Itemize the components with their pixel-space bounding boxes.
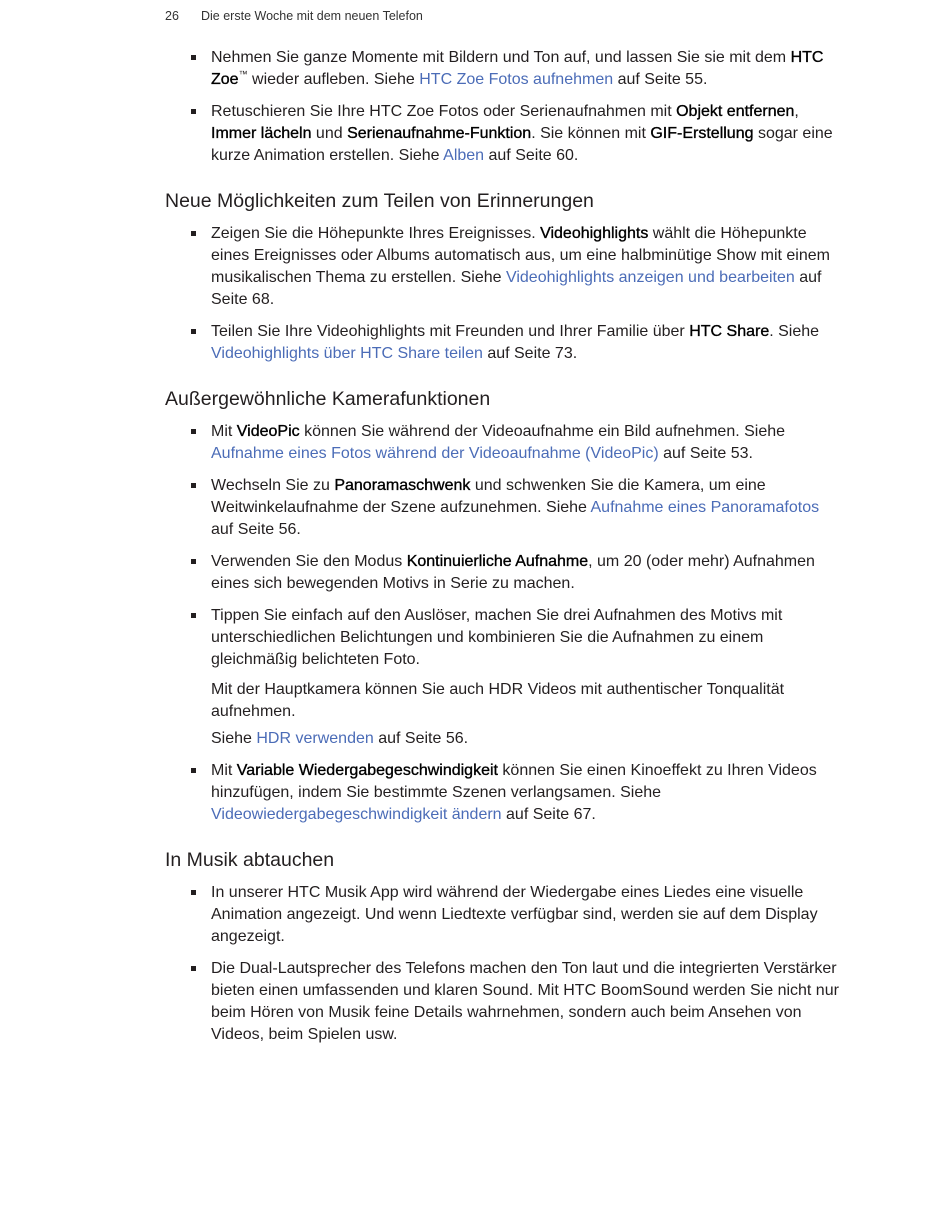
link-htc-zoe-fotos-aufnehmen[interactable]: HTC Zoe Fotos aufnehmen xyxy=(419,71,614,88)
link-panoramafoto[interactable]: Aufnahme eines Panoramafotos xyxy=(590,499,820,516)
trademark-symbol: ™ xyxy=(238,69,248,79)
list-item xyxy=(165,882,845,948)
text: . Siehe xyxy=(769,323,820,340)
text: Zeigen Sie die Höhepunkte Ihres Ereignisses. xyxy=(211,225,541,242)
link-alben[interactable]: Alben xyxy=(443,147,485,164)
text: wählt die Höhepunkte eines Ereignisses oder Albums automatisch aus, um eine halbminütige Show mit einem musikalischen Thema zu erstellen. Siehe xyxy=(211,225,830,286)
link-hdr-verwenden[interactable]: HDR verwenden xyxy=(256,730,374,747)
list-item xyxy=(165,475,845,541)
term-panoramaschwenk: Panoramaschwenk xyxy=(334,477,471,494)
text: wieder aufleben. Siehe xyxy=(247,71,420,88)
term-htc-share: HTC Share xyxy=(689,323,770,340)
term-videohighlights: Videohighlights xyxy=(540,225,649,242)
link-videopic[interactable]: Aufnahme eines Fotos während der Videoaufnahme (VideoPic) xyxy=(211,445,659,462)
text: Mit xyxy=(211,423,237,440)
link-videowiedergabegeschwindigkeit[interactable]: Videowiedergabegeschwindigkeit ändern xyxy=(211,806,502,823)
text: auf Seite 67. xyxy=(501,806,596,823)
page-header xyxy=(165,9,423,23)
text: sogar eine kurze Animation erstellen. Siehe xyxy=(211,125,833,164)
section-heading-camera: Außergewöhnliche Kamerafunktionen xyxy=(165,388,491,410)
camera-list xyxy=(165,421,845,671)
link-videohighlights-teilen[interactable]: Videohighlights über HTC Share teilen xyxy=(211,345,483,362)
term-immer-laecheln: Immer lächeln xyxy=(211,125,312,142)
chapter-title: Die erste Woche mit dem neuen Telefon xyxy=(201,9,423,23)
text: und schwenken Sie die Kamera, um eine Weitwinkelaufnahme der Szene aufzunehmen. Siehe xyxy=(211,477,766,516)
term-videopic: VideoPic xyxy=(236,423,300,440)
text: Wechseln Sie zu xyxy=(211,477,335,494)
page-content xyxy=(165,47,845,1056)
list-item xyxy=(165,47,845,91)
hdr-note: Mit der Hauptkamera können Sie auch HDR Videos mit authentischer Tonqualität aufnehmen. xyxy=(211,681,785,720)
text: auf Seite 56. xyxy=(211,521,301,538)
text: können Sie einen Kinoeffekt zu Ihren Videos hinzufügen, indem Sie bestimmte Szenen verlangsamen. Siehe xyxy=(211,762,817,801)
text: Nehmen Sie ganze Momente mit Bildern und Ton auf, und lassen Sie sie mit dem xyxy=(211,49,791,66)
text: Siehe xyxy=(211,730,257,747)
text: Teilen Sie Ihre Videohighlights mit Freunden und Ihrer Familie über xyxy=(211,323,690,340)
list-item xyxy=(165,551,845,595)
text: Mit xyxy=(211,762,237,779)
text: auf Seite 68. xyxy=(211,269,822,308)
text: In unserer HTC Musik App wird während der Wiedergabe eines Liedes eine visuelle Animation angezeigt. Und wenn Liedtexte verfügbar sind, werden sie auf dem Display angezeigt. xyxy=(211,884,818,945)
term-gif-erstellung: GIF-Erstellung xyxy=(650,125,754,142)
music-list xyxy=(165,882,845,1046)
hdr-reference xyxy=(165,728,845,750)
text: auf Seite 56. xyxy=(373,730,469,747)
term-serienaufnahme-funktion: Serienaufnahme-Funktion xyxy=(347,125,532,142)
text: Retuschieren Sie Ihre HTC Zoe Fotos oder Serienaufnahmen mit xyxy=(211,103,677,120)
text: auf Seite 55. xyxy=(613,71,708,88)
section-heading-music: In Musik abtauchen xyxy=(165,849,335,871)
list-item xyxy=(165,321,845,365)
text: und xyxy=(311,125,348,142)
intro-list xyxy=(165,47,845,167)
section-heading-memories: Neue Möglichkeiten zum Teilen von Erinnerungen xyxy=(165,190,594,212)
text: auf Seite 60. xyxy=(484,147,579,164)
text: Verwenden Sie den Modus xyxy=(211,553,407,570)
camera-list-continued xyxy=(165,760,845,826)
text: , um 20 (oder mehr) Aufnahmen eines sich bewegenden Motivs in Serie zu machen. xyxy=(211,553,815,592)
link-videohighlights-anzeigen[interactable]: Videohighlights anzeigen und bearbeiten xyxy=(505,269,795,286)
list-item xyxy=(165,958,845,1046)
text: Tippen Sie einfach auf den Auslöser, machen Sie drei Aufnahmen des Motivs mit unterschiedlichen Belichtungen und kombinieren Sie die Aufnahmen zu einem gleichmäßig belichteten Foto. xyxy=(211,607,783,668)
text: können Sie während der Videoaufnahme ein Bild aufnehmen. Siehe xyxy=(299,423,786,440)
list-item xyxy=(165,223,845,311)
term-variable-wiedergabegeschwindigkeit: Variable Wiedergabegeschwindigkeit xyxy=(236,762,498,779)
term-htc-zoe: HTC Zoe xyxy=(211,49,824,88)
text: Die Dual-Lautsprecher des Telefons machen den Ton laut und die integrierten Verstärker bieten einen umfassenden und klaren Sound. Mit HTC BoomSound werden Sie nicht nur beim Hören von Musik feine Details wahrnehmen, sondern auch beim Ansehen von Videos, beim Spielen usw. xyxy=(211,960,839,1043)
page-number: 26 xyxy=(165,9,179,23)
term-kontinuierliche-aufnahme: Kontinuierliche Aufnahme xyxy=(406,553,589,570)
list-item xyxy=(165,101,845,167)
list-item xyxy=(165,605,845,671)
text: auf Seite 53. xyxy=(658,445,753,462)
text: auf Seite 73. xyxy=(482,345,578,362)
list-item xyxy=(165,760,845,826)
memories-list xyxy=(165,223,845,365)
term-objekt-entfernen: Objekt entfernen xyxy=(676,103,795,120)
text: . Sie können mit xyxy=(531,125,651,142)
text: , xyxy=(794,103,799,120)
list-item xyxy=(165,421,845,465)
